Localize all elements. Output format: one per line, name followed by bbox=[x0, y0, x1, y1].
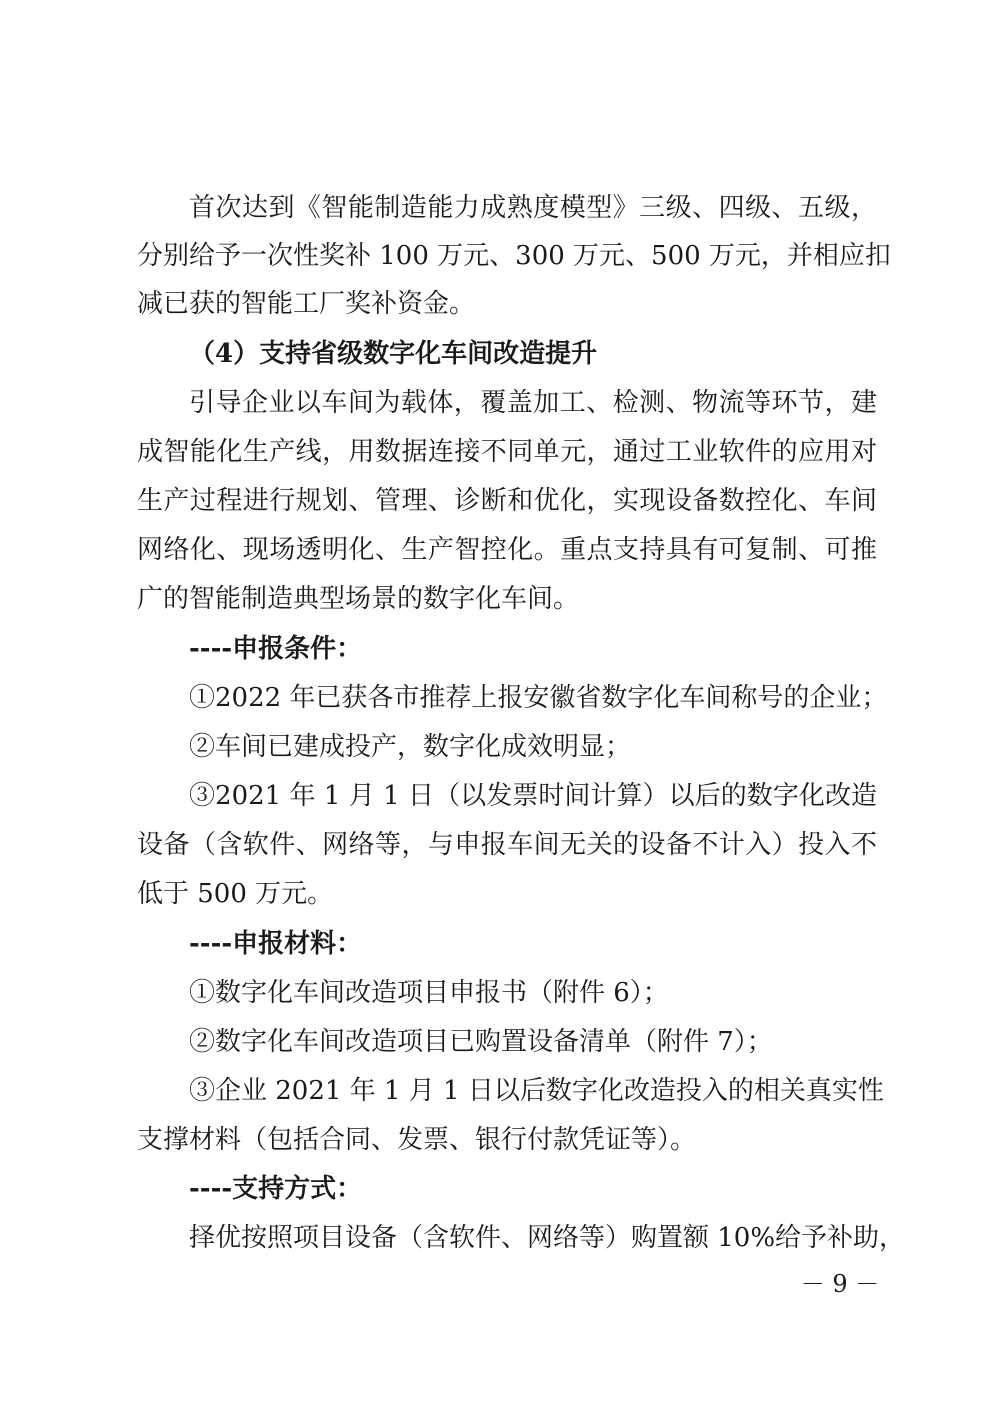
list-item: ③2021 年 1 月 1 日（以发票时间计算）以后的数字化改造 bbox=[189, 781, 877, 811]
subheading-support-method: ----支持方式： bbox=[189, 1174, 363, 1204]
subheading-application-materials: ----申报材料： bbox=[189, 929, 363, 959]
paragraph-line: 引导企业以车间为载体，覆盖加工、检测、物流等环节，建 bbox=[189, 388, 877, 418]
paragraph-line: 成智能化生产线，用数据连接不同单元，通过工业软件的应用对 bbox=[137, 437, 877, 467]
list-item: ①2022 年已获各市推荐上报安徽省数字化车间称号的企业； bbox=[189, 683, 888, 713]
page-number: － 9 － bbox=[800, 1270, 880, 1298]
list-item: ③企业 2021 年 1 月 1 日以后数字化改造投入的相关真实性 bbox=[189, 1076, 884, 1106]
subheading-application-conditions: ----申报条件： bbox=[189, 634, 363, 664]
paragraph-line: 低于 500 万元。 bbox=[137, 879, 334, 909]
list-item: ①数字化车间改造项目申报书（附件 6）； bbox=[189, 978, 669, 1008]
list-item: ②车间已建成投产，数字化成效明显； bbox=[189, 732, 632, 762]
paragraph-line: 择优按照项目设备（含软件、网络等）购置额 10%给予补助， bbox=[189, 1223, 906, 1253]
paragraph-line: 网络化、现场透明化、生产智控化。重点支持具有可复制、可推 bbox=[137, 535, 877, 565]
paragraph-line: 广的智能制造典型场景的数字化车间。 bbox=[137, 584, 580, 614]
paragraph-line: 减已获的智能工厂奖补资金。 bbox=[137, 289, 476, 319]
paragraph-line: 设备（含软件、网络等，与申报车间无关的设备不计入）投入不 bbox=[137, 830, 877, 860]
paragraph-line: 首次达到《智能制造能力成熟度模型》三级、四级、五级， bbox=[189, 193, 877, 223]
paragraph-line: 分别给予一次性奖补 100 万元、300 万元、500 万元，并相应扣 bbox=[137, 241, 891, 271]
paragraph-line: 生产过程进行规划、管理、诊断和优化，实现设备数控化、车间 bbox=[137, 486, 877, 516]
paragraph-line: 支撑材料（包括合同、发票、银行付款凭证等）。 bbox=[137, 1125, 697, 1155]
list-item: ②数字化车间改造项目已购置设备清单（附件 7）； bbox=[189, 1027, 773, 1057]
section-heading: （4）支持省级数字化车间改造提升 bbox=[189, 339, 598, 369]
